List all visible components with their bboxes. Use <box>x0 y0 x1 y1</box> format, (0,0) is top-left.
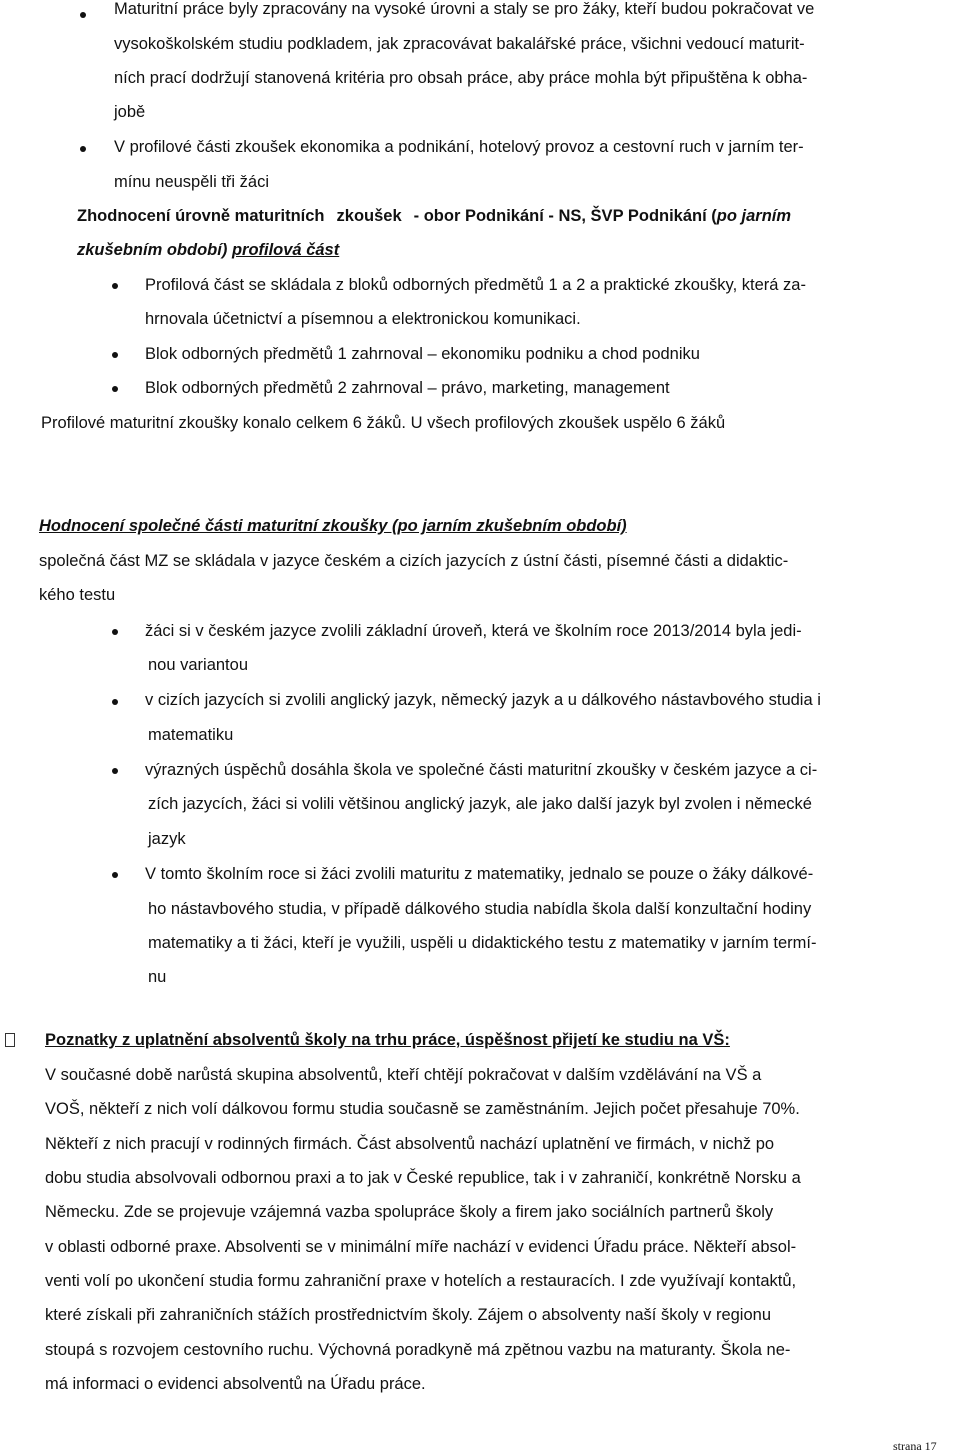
paragraph-line: VOŠ, někteří z nich volí dálkovou formu studia současně se zaměstnáním. Jejich počet přesahuje 70%. <box>45 1100 800 1118</box>
list-item-line: hrnovala účetnictví a písemnou a elektronickou komunikaci. <box>145 310 581 328</box>
paragraph-line: mínu neuspěli tři žáci <box>114 173 269 191</box>
paragraph-line: vysokoškolském studiu podkladem, jak zpracovávat bakalářské práce, všichni vedoucí maturit- <box>114 35 805 53</box>
list-item-line: výrazných úspěchů dosáhla škola ve společné části maturitní zkoušky v českém jazyce a ci- <box>145 761 818 779</box>
bullet-icon <box>112 872 118 878</box>
bullet-icon <box>112 699 118 705</box>
paragraph-line: Maturitní práce byly zpracovány na vysoké úrovni a staly se pro žáky, kteří budou pokračovat ve <box>114 0 815 18</box>
paragraph-line: v oblasti odborné praxe. Absolventi se v minimální míře nachází v evidenci Úřadu práce. Někteří absol- <box>45 1238 797 1256</box>
paragraph-line: V profilové části zkoušek ekonomika a podnikání, hotelový provoz a cestovní ruch v jarním ter- <box>114 138 804 156</box>
list-item-line: matematiku <box>148 726 234 744</box>
list-item-line: jazyk <box>148 830 186 848</box>
bullet-icon <box>112 283 118 289</box>
list-item-line: žáci si v českém jazyce zvolili základní úroveň, která ve školním roce 2013/2014 byla jedi- <box>145 622 802 640</box>
paragraph-line: kého testu <box>39 586 116 604</box>
section-heading-profil-line2: zkušebním období) profilová část <box>77 241 340 259</box>
paragraph-line: které získali při zahraničních stážích prostřednictvím školy. Zájem o absolventy naší školy v regionu <box>45 1306 771 1324</box>
paragraph-line: společná část MZ se skládala v jazyce českém a cizích jazycích z ústní části, písemné části a didaktic- <box>39 552 789 570</box>
section-heading-poznatky: Poznatky z uplatnění absolventů školy na trhu práce, úspěšnost přijetí ke studiu na VŠ: <box>45 1031 730 1049</box>
list-item-line: ho nástavbového studia, v případě dálkového studia nabídla škola další konzultační hodiny <box>148 900 812 918</box>
list-item-line: V tomto školním roce si žáci zvolili maturitu z matematiky, jednalo se pouze o žáky dálkové- <box>145 865 814 883</box>
page-number: strana 17 <box>893 1439 937 1453</box>
bullet-icon <box>80 12 86 18</box>
list-item-line: Blok odborných předmětů 1 zahrnoval – ekonomiku podniku a chod podniku <box>145 345 700 363</box>
paragraph-line: V současné době narůstá skupina absolventů, kteří chtějí pokračovat v dalším vzdělávání na VŠ a <box>45 1066 762 1084</box>
paragraph-line: venti volí po ukončení studia formu zahraniční praxe v hotelích a restauracích. I zde využívají kontaktů, <box>45 1272 797 1290</box>
list-item-line: Blok odborných předmětů 2 zahrnoval – právo, marketing, management <box>145 379 670 397</box>
bullet-icon <box>112 352 118 358</box>
section-heading-spolecna: Hodnocení společné části maturitní zkoušky (po jarním zkušebním období) <box>39 517 627 535</box>
list-item-line: nu <box>148 968 167 986</box>
list-item-line: nou variantou <box>148 656 248 674</box>
paragraph-line: jobě <box>114 103 146 121</box>
bullet-icon <box>80 146 86 152</box>
paragraph-line: stoupá s rozvojem cestovního ruchu. Výchovná poradkyně má zpětnou vazbu na maturanty. Škola ne- <box>45 1341 791 1359</box>
paragraph-line: Někteří z nich pracují v rodinných firmách. Část absolventů nachází uplatnění ve firmách, v nichž po <box>45 1135 775 1153</box>
bullet-icon <box>112 386 118 392</box>
paragraph-line: dobu studia absolvovali odbornou praxi a to jak v České republice, tak i v zahraničí, konkrétně Norsku a <box>45 1169 801 1187</box>
list-item-line: zích jazycích, žáci si volili většinou anglický jazyk, ale jako další jazyk byl zvolen i německé <box>148 795 812 813</box>
paragraph-line: má informaci o evidenci absolventů na Úřadu práce. <box>45 1375 426 1393</box>
list-item-line: v cizích jazycích si zvolili anglický jazyk, německý jazyk a u dálkového nástavbového studia i <box>145 691 821 709</box>
profil-summary: Profilové maturitní zkoušky konalo celkem 6 žáků. U všech profilových zkoušek uspělo 6 žáků <box>41 414 726 432</box>
section-heading-profil: Zhodnocení úrovně maturitních zkoušek - obor Podnikání - NS, ŠVP Podnikání (po jarním <box>77 207 792 225</box>
list-item-line: matematiky a ti žáci, kteří je využili, uspěli u didaktického testu z matematiky v jarním termí- <box>148 934 817 952</box>
bullet-icon <box>112 629 118 635</box>
bullet-icon <box>112 768 118 774</box>
paragraph-line: ních prací dodržují stanovená kritéria pro obsah práce, aby práce mohla být připuštěna k obha- <box>114 69 808 87</box>
list-item-line: Profilová část se skládala z bloků odborných předmětů 1 a 2 a praktické zkoušky, která za- <box>145 276 806 294</box>
paragraph-line: Německu. Zde se projevuje vzájemná vazba spolupráce školy a firem jako sociálních partnerů školy <box>45 1203 774 1221</box>
square-bullet-icon <box>5 1033 15 1047</box>
